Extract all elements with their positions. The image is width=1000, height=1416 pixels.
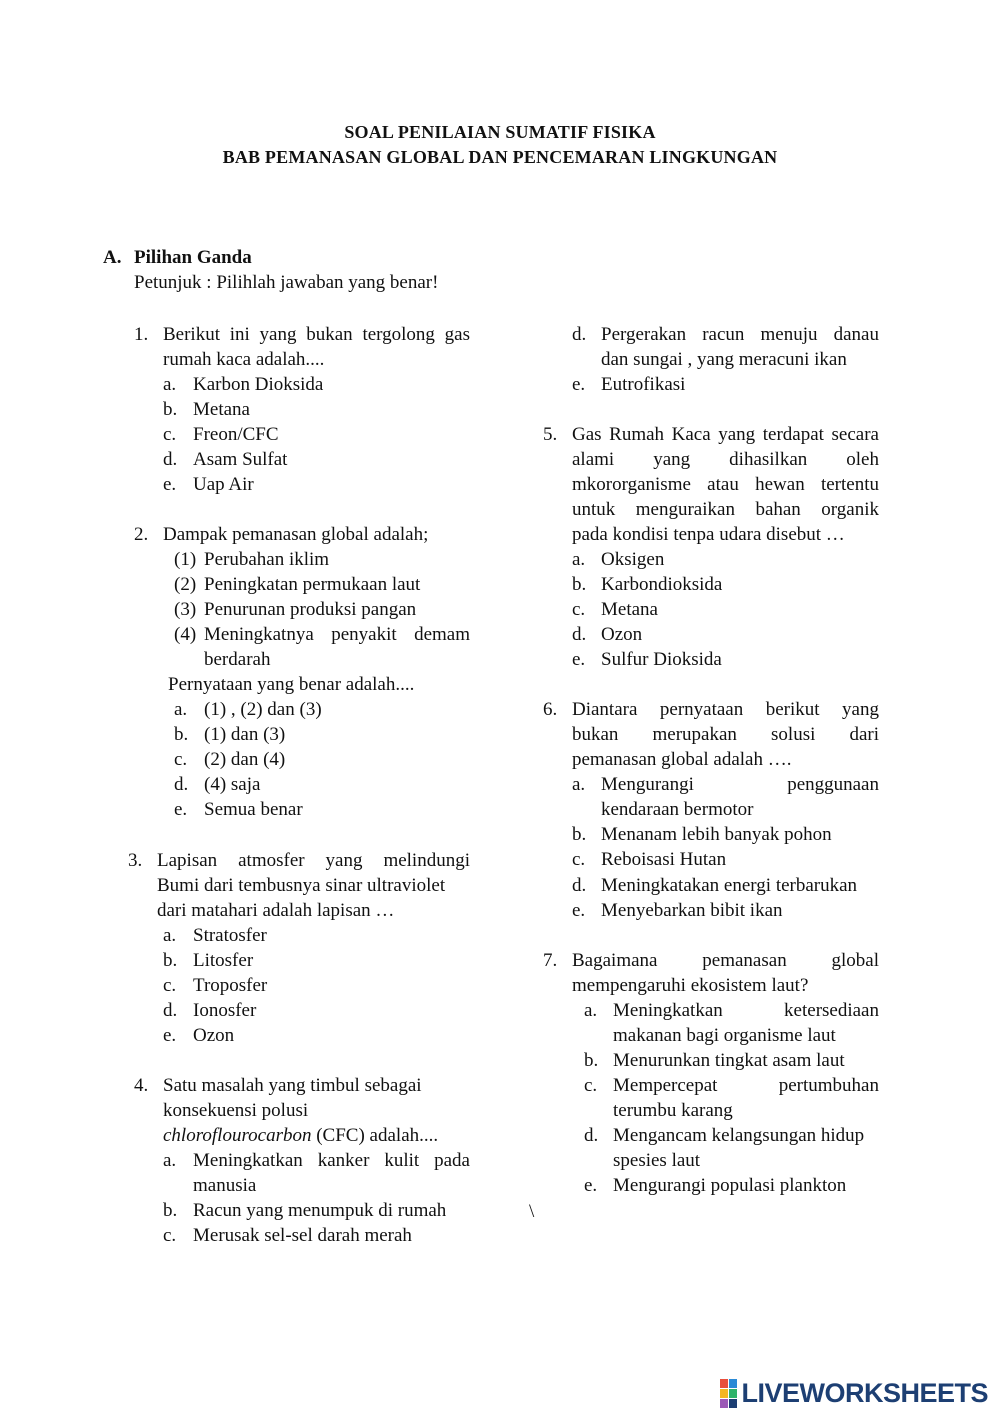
option-text[interactable]: (2) dan (4)	[204, 749, 286, 770]
option-letter: a.	[572, 549, 586, 570]
question-text: Diantara pernyataan berikut yang	[572, 699, 879, 720]
question-text: dari matahari adalah lapisan …	[157, 900, 395, 921]
statement-text: Peningkatan permukaan laut	[204, 574, 421, 595]
option-letter: a.	[174, 699, 188, 720]
statement-number: (3)	[174, 599, 197, 620]
question-text: Bagaimana pemanasan global	[572, 950, 879, 971]
question-text: Lapisan atmosfer yang melindungi	[157, 850, 470, 871]
option-text-cont[interactable]: manusia	[193, 1175, 257, 1196]
option-text[interactable]: Mengurangi populasi plankton	[613, 1175, 847, 1196]
option-text-cont[interactable]: makanan bagi organisme laut	[613, 1025, 836, 1046]
option-text[interactable]: Oksigen	[601, 549, 665, 570]
option-text[interactable]: Meningkatkan kanker kulit pada	[193, 1150, 470, 1171]
option-letter: e.	[584, 1175, 598, 1196]
question-text: bukan merupakan solusi dari	[572, 724, 879, 745]
option-letter: e.	[163, 474, 177, 495]
option-text[interactable]: Asam Sulfat	[193, 449, 288, 470]
page-title-line2: BAB PEMANASAN GLOBAL DAN PENCEMARAN LINGKUNGAN	[222, 147, 778, 167]
question-text	[163, 1123, 438, 1148]
option-text[interactable]: Racun yang menumpuk di rumah	[193, 1200, 447, 1221]
option-text[interactable]: Eutrofikasi	[601, 374, 686, 395]
question-text: konsekuensi polusi	[163, 1100, 309, 1121]
option-letter: a.	[584, 1000, 598, 1021]
option-letter: b.	[572, 824, 587, 845]
option-letter: a.	[163, 374, 177, 395]
question-text: pada kondisi tenpa udara disebut …	[572, 524, 845, 545]
option-letter: d.	[163, 449, 178, 470]
question-text: Berikut ini yang bukan tergolong gas	[163, 324, 470, 345]
option-letter: b.	[572, 574, 587, 595]
question-number: 5.	[543, 424, 558, 445]
question-text: Gas Rumah Kaca yang terdapat secara	[572, 424, 879, 445]
option-text[interactable]: Merusak sel-sel darah merah	[193, 1225, 412, 1246]
logo-grid-icon	[720, 1379, 737, 1408]
liveworksheets-logo[interactable]	[720, 1378, 988, 1408]
option-text[interactable]: Menurunkan tingkat asam laut	[613, 1050, 845, 1071]
option-text[interactable]: (1) , (2) dan (3)	[204, 699, 322, 720]
question-text: mkororganisme atau hewan tertentu	[572, 474, 879, 495]
question-number: 7.	[543, 950, 558, 971]
option-text[interactable]: Reboisasi Hutan	[601, 849, 727, 870]
question-number: 1.	[134, 324, 149, 345]
statement-text-cont: berdarah	[204, 649, 271, 670]
statement-text: Perubahan iklim	[204, 549, 330, 570]
question-number: 6.	[543, 699, 558, 720]
option-letter: c.	[584, 1075, 598, 1096]
option-text[interactable]: Pergerakan racun menuju danau	[601, 324, 879, 345]
option-letter: e.	[572, 374, 586, 395]
option-text[interactable]: Troposfer	[193, 975, 268, 996]
option-letter: e.	[174, 799, 188, 820]
option-letter: e.	[572, 900, 586, 921]
option-text[interactable]: (1) dan (3)	[204, 724, 286, 745]
statement-text: Meningkatnya penyakit demam	[204, 624, 470, 645]
option-text[interactable]: Meningkatakan energi terbarukan	[601, 875, 858, 896]
section-letter: A.	[103, 247, 122, 268]
section-instruction: Petunjuk : Pilihlah jawaban yang benar!	[134, 272, 439, 293]
option-text[interactable]: Karbon Dioksida	[193, 374, 324, 395]
option-letter: a.	[163, 1150, 177, 1171]
question-text: rumah kaca adalah....	[163, 349, 325, 370]
option-text[interactable]: Mempercepat pertumbuhan	[613, 1075, 879, 1096]
option-letter: d.	[572, 324, 587, 345]
option-text-cont[interactable]: kendaraan bermotor	[601, 799, 754, 820]
option-letter: b.	[163, 950, 178, 971]
option-text[interactable]: Freon/CFC	[193, 424, 279, 445]
option-letter: a.	[163, 925, 177, 946]
option-letter: d.	[572, 624, 587, 645]
question-number: 2.	[134, 524, 149, 545]
option-letter: d.	[584, 1125, 599, 1146]
question-text: mempengaruhi ekosistem laut?	[572, 975, 809, 996]
option-text[interactable]: (4) saja	[204, 774, 261, 795]
option-text[interactable]: Metana	[601, 599, 658, 620]
option-letter: d.	[572, 875, 587, 896]
section-title: Pilihan Ganda	[134, 247, 252, 268]
option-letter: c.	[174, 749, 188, 770]
option-letter: b.	[163, 399, 178, 420]
option-text[interactable]: Mengurangi penggunaan	[601, 774, 879, 795]
question-text-rest: (CFC) adalah....	[311, 1125, 439, 1146]
question-text: pemanasan global adalah ….	[572, 749, 792, 770]
option-text[interactable]: Mengancam kelangsungan hidup	[613, 1125, 865, 1146]
option-letter: e.	[163, 1025, 177, 1046]
stray-mark: \	[529, 1201, 535, 1222]
option-letter: c.	[163, 424, 177, 445]
option-letter: a.	[572, 774, 586, 795]
option-letter: b.	[584, 1050, 599, 1071]
option-text[interactable]: Sulfur Dioksida	[601, 649, 722, 670]
option-letter: c.	[572, 599, 586, 620]
option-text-cont[interactable]: dan sungai , yang meracuni ikan	[601, 349, 847, 370]
statement-number: (2)	[174, 574, 197, 595]
option-text[interactable]: Karbondioksida	[601, 574, 723, 595]
question-number: 3.	[128, 850, 143, 871]
option-letter: d.	[163, 1000, 178, 1021]
question-text: Satu masalah yang timbul sebagai	[163, 1075, 422, 1096]
option-letter: b.	[163, 1200, 178, 1221]
logo-text: LIVEWORKSHEETS	[741, 1377, 988, 1408]
option-text[interactable]: Ozon	[601, 624, 643, 645]
option-text[interactable]: Menyebarkan bibit ikan	[601, 900, 783, 921]
option-text[interactable]: Uap Air	[193, 474, 254, 495]
option-text[interactable]: Menanam lebih banyak pohon	[601, 824, 832, 845]
option-text[interactable]: Metana	[193, 399, 250, 420]
option-text[interactable]: Ozon	[193, 1025, 235, 1046]
option-letter: b.	[174, 724, 189, 745]
question-text: Bumi dari tembusnya sinar ultraviolet	[157, 875, 446, 896]
question-prompt: Pernyataan yang benar adalah....	[168, 674, 415, 695]
option-letter: e.	[572, 649, 586, 670]
question-text: Dampak pemanasan global adalah;	[163, 524, 429, 545]
statement-number: (1)	[174, 549, 197, 570]
option-letter: c.	[572, 849, 586, 870]
option-text[interactable]: Litosfer	[193, 950, 254, 971]
option-text[interactable]: Semua benar	[204, 799, 303, 820]
question-number: 4.	[134, 1075, 149, 1096]
question-text: untuk menguraikan bahan organik	[572, 499, 879, 520]
statement-text: Penurunan produksi pangan	[204, 599, 417, 620]
question-text: alami yang dihasilkan oleh	[572, 449, 879, 470]
option-text-cont[interactable]: spesies laut	[613, 1150, 701, 1171]
question-text-italic: chloroflourocarbon	[163, 1125, 312, 1146]
option-letter: c.	[163, 1225, 177, 1246]
statement-number: (4)	[174, 624, 197, 645]
option-letter: c.	[163, 975, 177, 996]
option-letter: d.	[174, 774, 189, 795]
option-text[interactable]: Stratosfer	[193, 925, 267, 946]
page-title-line1: SOAL PENILAIAN SUMATIF FISIKA	[344, 122, 656, 142]
option-text[interactable]: Meningkatkan ketersediaan	[613, 1000, 879, 1021]
option-text[interactable]: Ionosfer	[193, 1000, 257, 1021]
option-text-cont[interactable]: terumbu karang	[613, 1100, 733, 1121]
